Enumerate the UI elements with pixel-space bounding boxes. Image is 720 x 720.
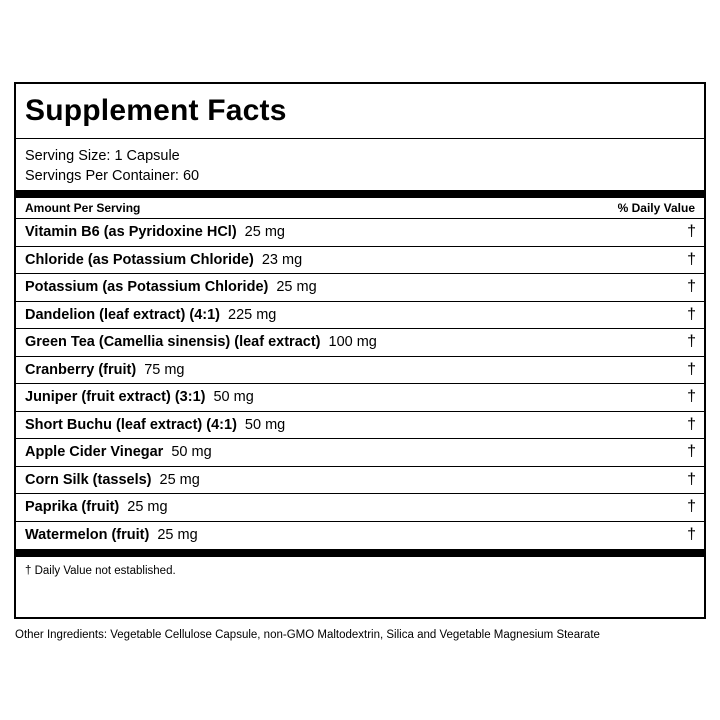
ingredient-name: Chloride (as Potassium Chloride) xyxy=(25,251,254,268)
ingredient-row xyxy=(16,247,704,275)
ingredient-entry xyxy=(25,527,198,543)
ingredient-list xyxy=(16,219,704,549)
ingredient-name: Dandelion (leaf extract) (4:1) xyxy=(25,306,220,323)
panel-title: Supplement Facts xyxy=(25,94,287,127)
ingredient-entry xyxy=(25,444,212,460)
daily-value-dagger: † xyxy=(687,223,696,241)
ingredient-row xyxy=(16,412,704,440)
ingredient-entry xyxy=(25,252,302,268)
ingredient-row xyxy=(16,439,704,467)
ingredient-row xyxy=(16,494,704,522)
daily-value-dagger: † xyxy=(687,470,696,488)
amount-per-serving-label: Amount Per Serving xyxy=(25,201,141,215)
ingredient-row xyxy=(16,219,704,247)
ingredient-row xyxy=(16,274,704,302)
ingredient-entry xyxy=(25,389,254,405)
ingredient-entry xyxy=(25,279,317,295)
ingredient-entry xyxy=(25,334,377,350)
ingredient-row xyxy=(16,467,704,495)
daily-value-dagger: † xyxy=(687,388,696,406)
ingredient-entry xyxy=(25,417,285,433)
ingredient-amount: 25 mg xyxy=(127,499,168,516)
daily-value-dagger: † xyxy=(687,443,696,461)
ingredient-row xyxy=(16,302,704,330)
ingredient-amount: 23 mg xyxy=(261,251,303,268)
ingredient-name: Juniper (fruit extract) (3:1) xyxy=(25,389,206,406)
ingredient-amount: 25 mg xyxy=(244,224,285,241)
ingredient-amount: 75 mg xyxy=(144,361,185,378)
column-header xyxy=(16,198,704,219)
ingredient-amount: 50 mg xyxy=(244,416,286,433)
thick-divider xyxy=(16,190,704,198)
ingredient-name: Short Buchu (leaf extract) (4:1) xyxy=(25,416,237,433)
ingredient-entry xyxy=(25,472,200,488)
ingredient-name: Paprika (fruit) xyxy=(25,499,120,516)
ingredient-entry xyxy=(25,307,276,323)
ingredient-name: Potassium (as Potassium Chloride) xyxy=(25,279,269,296)
ingredient-amount: 225 mg xyxy=(228,306,277,323)
ingredient-name: Cranberry (fruit) xyxy=(25,361,137,378)
ingredient-name: Watermelon (fruit) xyxy=(25,527,150,544)
daily-value-dagger: † xyxy=(687,415,696,433)
daily-value-dagger: † xyxy=(687,278,696,296)
ingredient-row xyxy=(16,522,704,550)
ingredient-row xyxy=(16,357,704,385)
supplement-facts-panel xyxy=(14,82,706,619)
daily-value-dagger: † xyxy=(687,333,696,351)
daily-value-dagger: † xyxy=(687,360,696,378)
ingredient-entry xyxy=(25,362,185,378)
daily-value-dagger: † xyxy=(687,526,696,544)
ingredient-amount: 100 mg xyxy=(328,334,377,351)
ingredient-name: Corn Silk (tassels) xyxy=(25,471,152,488)
serving-info xyxy=(16,139,704,190)
footnote: † Daily Value not established. xyxy=(25,565,176,577)
ingredient-row xyxy=(16,329,704,357)
ingredient-row xyxy=(16,384,704,412)
ingredient-name: Green Tea (Camellia sinensis) (leaf extract) xyxy=(25,334,321,351)
daily-value-dagger: † xyxy=(687,250,696,268)
ingredient-name: Vitamin B6 (as Pyridoxine HCl) xyxy=(25,224,237,241)
ingredient-amount: 50 mg xyxy=(213,389,254,406)
other-ingredients: Other Ingredients: Vegetable Cellulose Capsule, non-GMO Maltodextrin, Silica and Vegetable Magnesium Stearate xyxy=(15,629,600,641)
ingredient-amount: 25 mg xyxy=(157,527,198,544)
serving-size: Serving Size: 1 Capsule xyxy=(25,148,180,164)
daily-value-dagger: † xyxy=(687,498,696,516)
daily-value-label: % Daily Value xyxy=(617,201,695,215)
servings-per-container: Servings Per Container: 60 xyxy=(25,168,200,184)
ingredient-entry xyxy=(25,224,285,240)
ingredient-entry xyxy=(25,499,168,515)
thick-divider-bottom xyxy=(16,549,704,557)
ingredient-name: Apple Cider Vinegar xyxy=(25,444,164,461)
daily-value-dagger: † xyxy=(687,305,696,323)
ingredient-amount: 25 mg xyxy=(159,471,200,488)
ingredient-amount: 50 mg xyxy=(171,444,212,461)
ingredient-amount: 25 mg xyxy=(276,279,317,296)
